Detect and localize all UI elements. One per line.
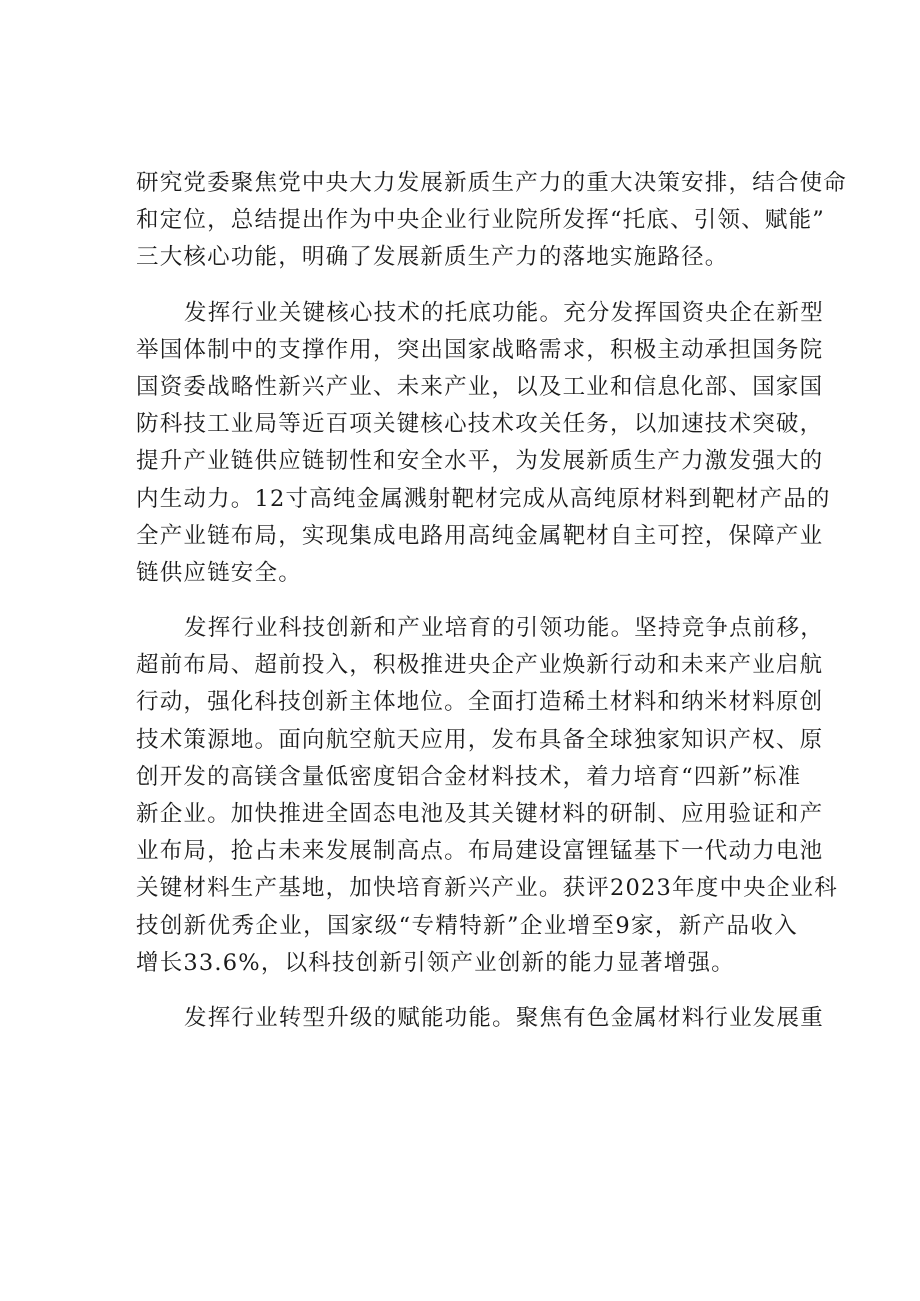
body-text [136,165,848,1055]
text-line: 三大核心功能，明确了发展新质生产力的落地实施路径。 [136,244,729,271]
text-line: 超前布局、超前投入，积极推进央企产业焕新行动和未来产业启航 [136,652,824,679]
text-line: 业布局，抢占未来发展制高点。布局建设富锂锰基下一代动力电池 [136,838,824,865]
text-line: 新企业。加快推进全固态电池及其关键材料的研制、应用验证和产 [136,801,824,827]
text-line: 全产业链布局，实现集成电路用高纯金属靶材自主可控，保障产业 [136,522,824,549]
paragraph-leading-function [136,610,838,982]
text-line: 技术策源地。面向航空航天应用，发布具备全球独家知识产权、原 [136,726,824,753]
text-line: 防科技工业局等近百项关键核心技术攻关任务，以加速技术突破， [136,411,824,438]
text-line: 创开发的高镁含量低密度铝合金材料技术，着力培育“四新”标准 [136,763,802,790]
text-line: 增长33.6%，以科技创新引领产业创新的能力显著增强。 [136,949,735,976]
text-line: 国资委战略性新兴产业、未来产业，以及工业和信息化部、国家国 [136,373,824,400]
text-line: 和定位，总结提出作为中央企业行业院所发挥“托底、引领、赋能” [136,207,826,234]
text-line: 发挥行业转型升级的赋能功能。聚焦有色金属材料行业发展重 [184,1004,824,1031]
text-line: 关键材料生产基地，加快培育新兴产业。获评2023年度中央企业科 [136,875,838,902]
paragraph-intro [136,165,848,277]
text-line: 提升产业链供应链韧性和安全水平，为发展新质生产力激发强大的 [136,448,824,475]
text-line: 研究党委聚焦党中央大力发展新质生产力的重大决策安排，结合使命 [136,170,848,196]
paragraph-foundation-function [136,295,831,593]
text-line: 链供应链安全。 [136,559,302,586]
paragraph-empowering-function [136,1000,824,1037]
text-line: 发挥行业关键核心技术的托底功能。充分发挥国资央企在新型 [184,299,824,326]
text-line: 技创新优秀企业，国家级“专精特新”企业增至9家，新产品收入 [136,912,798,939]
text-line: 内生动力。12寸高纯金属溅射靶材完成从高纯原材料到靶材产品的 [136,485,831,512]
text-line: 发挥行业科技创新和产业培育的引领功能。坚持竞争点前移， [184,615,824,642]
text-line: 举国体制中的支撑作用，突出国家战略需求，积极主动承担国务院 [136,336,824,363]
text-line: 行动，强化科技创新主体地位。全面打造稀土材料和纳米材料原创 [136,689,824,716]
